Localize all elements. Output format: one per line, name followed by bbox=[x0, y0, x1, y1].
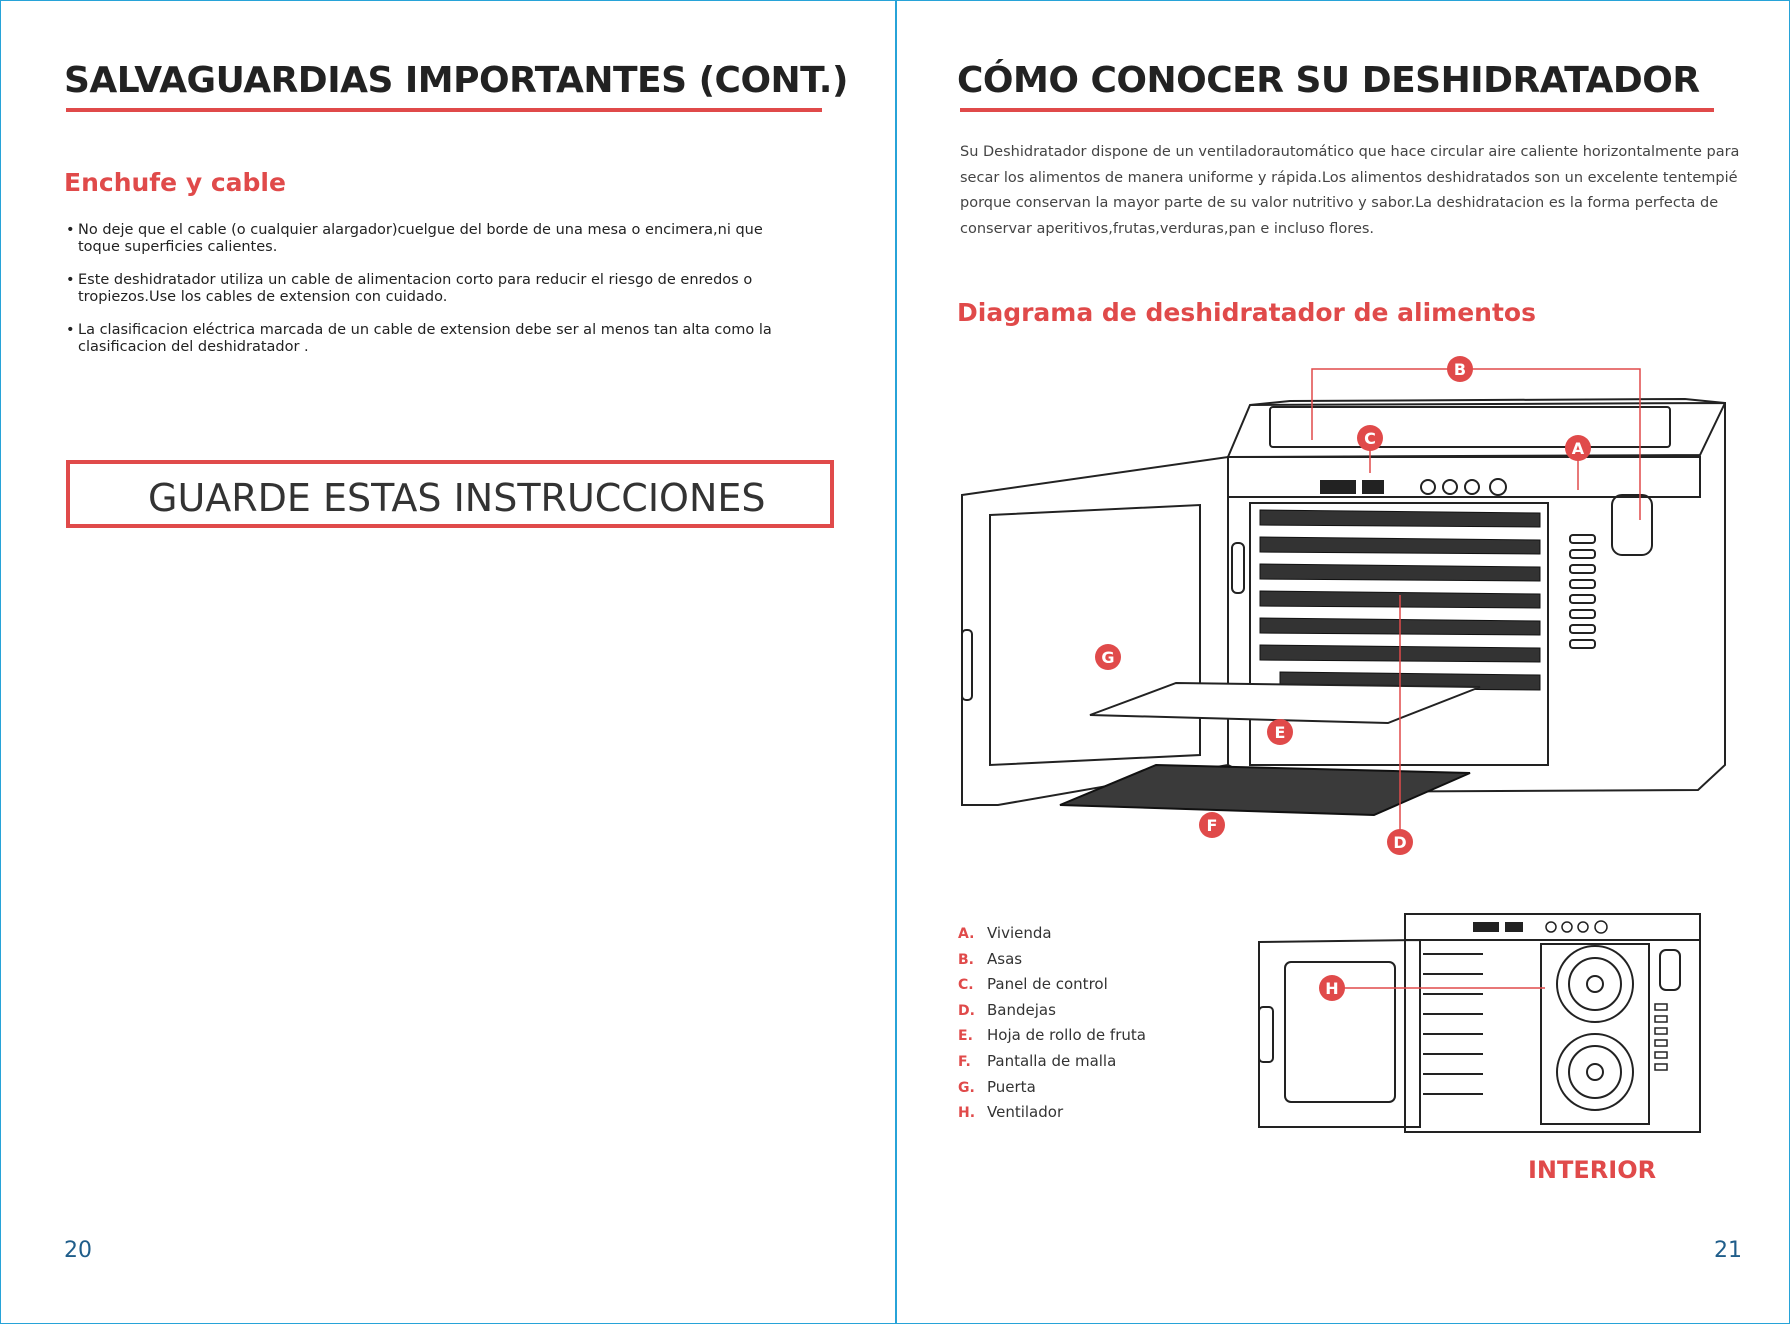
legend-item: E. Hoja de rollo de fruta bbox=[958, 1026, 1146, 1045]
callout-h-icon bbox=[1319, 975, 1345, 1001]
interior-cabinet bbox=[1405, 914, 1700, 1132]
legend-item: C. Panel de control bbox=[958, 975, 1108, 994]
svg-text:E: E bbox=[1274, 723, 1286, 742]
save-instructions-box bbox=[66, 460, 834, 528]
mesh-screen bbox=[1060, 765, 1470, 815]
fruit-roll-sheet bbox=[1090, 683, 1480, 723]
bullet-list bbox=[66, 222, 806, 372]
callout-a-icon bbox=[1565, 435, 1591, 461]
svg-text:H: H bbox=[1325, 979, 1339, 998]
dehydrator-diagram bbox=[950, 345, 1730, 865]
svg-text:B: B bbox=[1453, 360, 1467, 379]
side-vents bbox=[1570, 535, 1595, 648]
fan-icon bbox=[1541, 944, 1649, 1124]
side-handle bbox=[1612, 495, 1652, 555]
callout-e-icon bbox=[1267, 719, 1293, 745]
parts-legend bbox=[958, 924, 1146, 1129]
interior-vents bbox=[1655, 1004, 1667, 1070]
right-title-rule bbox=[960, 108, 1714, 112]
callout-d-icon bbox=[1387, 829, 1413, 855]
bullet-item: • La clasificacion eléctrica marcada de un cable de extension debe ser al menos tan alta como la clasificacion del deshidratador . bbox=[66, 322, 806, 356]
intro-paragraph: Su Deshidratador dispone de un ventiladorautomático que hace circular aire caliente horizontalmente para secar los alimentos de manera uniforme y rápida.Los alimentos deshidratados son un excelente tentempié porque conservan la mayor parte de su valor nutritivo y sabor.La deshidratacion es la forma perfecta de conservar aperitivos,frutas,verduras,pan e incluso flores. bbox=[960, 144, 1740, 237]
page-spine bbox=[895, 0, 897, 1324]
page-number-right: 21 bbox=[1714, 1238, 1742, 1263]
svg-text:C: C bbox=[1364, 429, 1376, 448]
svg-text:A: A bbox=[1571, 439, 1585, 458]
interior-trays bbox=[1423, 954, 1483, 1094]
legend-item: H. Ventilador bbox=[958, 1103, 1064, 1122]
control-panel-display bbox=[1320, 480, 1384, 494]
svg-text:G: G bbox=[1101, 648, 1115, 667]
save-instructions-text: GUARDE ESTAS INSTRUCCIONES bbox=[148, 476, 766, 520]
interior-diagram bbox=[1255, 912, 1705, 1137]
interior-label: INTERIOR bbox=[1528, 1156, 1657, 1184]
legend-item: G. Puerta bbox=[958, 1077, 1036, 1096]
bullet-item: • Este deshidratador utiliza un cable de alimentacion corto para reducir el riesgo de enredos o tropiezos.Use los cables de extension con cuidado. bbox=[66, 272, 806, 306]
section-subheading: Enchufe y cable bbox=[64, 168, 286, 197]
bullet-item: • No deje que el cable (o cualquier alargador)cuelgue del borde de una mesa o encimera,ni que toque superficies calientes. bbox=[66, 222, 806, 256]
interior-control-display bbox=[1473, 922, 1523, 932]
left-title-rule bbox=[66, 108, 822, 112]
right-page-title: CÓMO CONOCER SU DESHIDRATADOR bbox=[957, 60, 1700, 101]
door bbox=[962, 457, 1244, 805]
legend-item: D. Bandejas bbox=[958, 1000, 1056, 1019]
callout-f-icon bbox=[1199, 812, 1225, 838]
svg-text:D: D bbox=[1393, 833, 1407, 852]
control-strip bbox=[1228, 457, 1700, 497]
legend-item: B. Asas bbox=[958, 949, 1023, 968]
legend-item: F. Pantalla de malla bbox=[958, 1051, 1117, 1070]
control-buttons bbox=[1421, 479, 1506, 495]
top-panel bbox=[1270, 407, 1670, 447]
callout-c-icon bbox=[1357, 425, 1383, 451]
svg-text:F: F bbox=[1206, 816, 1218, 835]
page-number-left: 20 bbox=[64, 1238, 92, 1263]
callout-b-icon bbox=[1447, 356, 1473, 382]
left-page-title: SALVAGUARDIAS IMPORTANTES (CONT.) bbox=[64, 60, 848, 101]
legend-item: A. Vivienda bbox=[958, 924, 1052, 942]
callout-g-icon bbox=[1095, 644, 1121, 670]
diagram-title: Diagrama de deshidratador de alimentos bbox=[957, 298, 1536, 327]
